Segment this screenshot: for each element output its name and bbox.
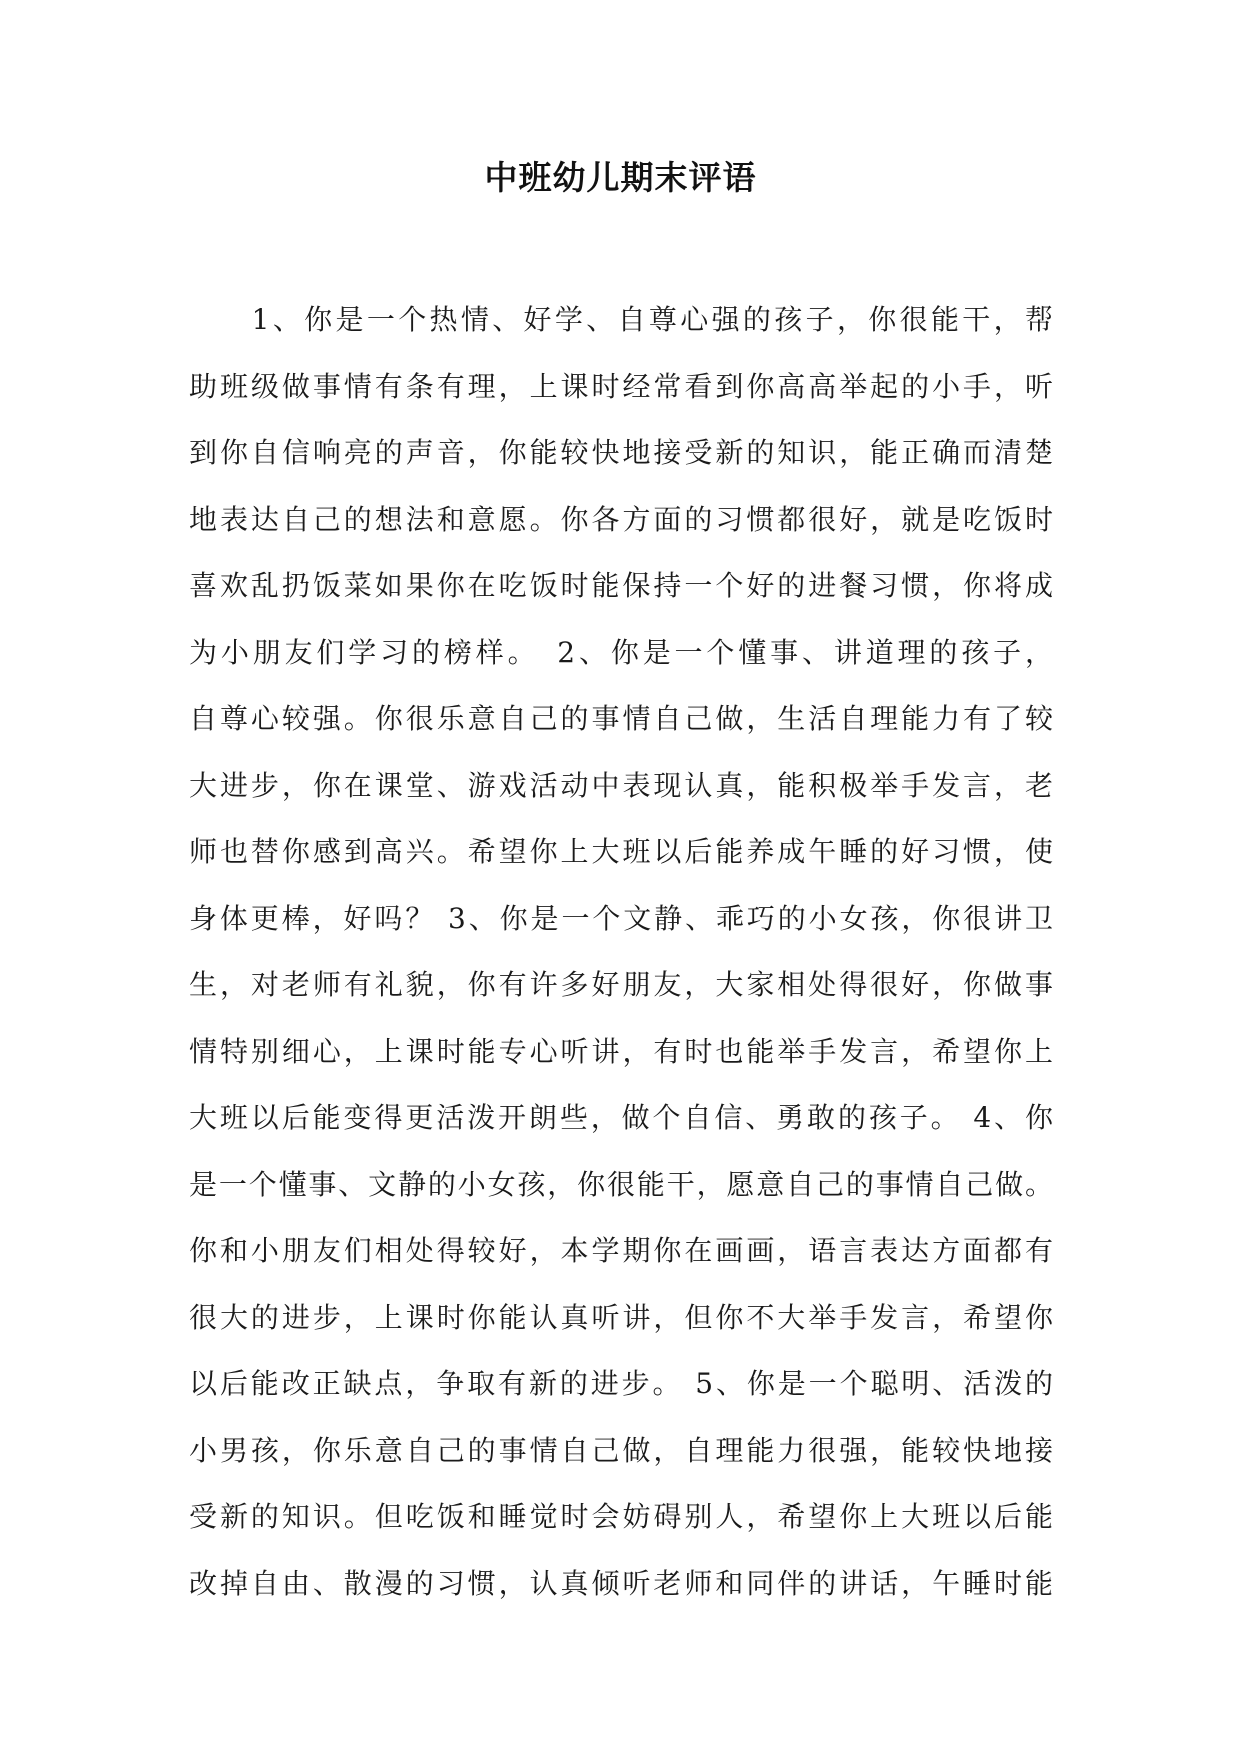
document-title: 中班幼儿期末评语 xyxy=(484,158,757,197)
body-line: 师也替你感到高兴。希望你上大班以后能养成午睡的好习惯，使 xyxy=(189,835,1053,868)
body-line: 为小朋友们学习的榜样。 2、你是一个懂事、讲道理的孩子， xyxy=(189,635,1053,669)
body-line: 身体更棒，好吗？ 3、你是一个文静、乖巧的小女孩，你很讲卫 xyxy=(189,901,1053,935)
body-line: 以后能改正缺点，争取有新的进步。 5、你是一个聪明、活泼的 xyxy=(189,1367,1053,1400)
body-line: 受新的知识。但吃饭和睡觉时会妨碍别人，希望你上大班以后能 xyxy=(189,1500,1053,1533)
body-line: 助班级做事情有条有理，上课时经常看到你高高举起的小手，听 xyxy=(189,369,1053,403)
body-line: 改掉自由、散漫的习惯，认真倾听老师和同伴的讲话，午睡时能 xyxy=(189,1566,1053,1600)
document-body xyxy=(189,287,1053,1617)
body-line: 自尊心较强。你很乐意自己的事情自己做，生活自理能力有了较 xyxy=(189,702,1053,735)
body-line: 地表达自己的想法和意愿。你各方面的习惯都很好，就是吃饭时 xyxy=(189,502,1053,536)
body-line: 小男孩，你乐意自己的事情自己做，自理能力很强，能较快地接 xyxy=(189,1433,1053,1467)
body-line: 大进步，你在课堂、游戏活动中表现认真，能积极举手发言，老 xyxy=(189,768,1053,802)
body-line: 到你自信响亮的声音，你能较快地接受新的知识，能正确而清楚 xyxy=(189,436,1053,469)
body-line: 很大的进步，上课时你能认真听讲，但你不大举手发言，希望你 xyxy=(189,1300,1053,1334)
body-line: 是一个懂事、文静的小女孩，你很能干，愿意自己的事情自己做。 xyxy=(189,1167,1053,1201)
body-line: 大班以后能变得更活泼开朗些，做个自信、勇敢的孩子。 4、你 xyxy=(189,1101,1053,1134)
body-line: 喜欢乱扔饭菜如果你在吃饭时能保持一个好的进餐习惯，你将成 xyxy=(189,569,1053,602)
body-line: 1、你是一个热情、好学、自尊心强的孩子，你很能干，帮 xyxy=(189,303,1053,336)
body-line: 你和小朋友们相处得较好，本学期你在画画，语言表达方面都有 xyxy=(189,1234,1053,1267)
body-line: 情特别细心，上课时能专心听讲，有时也能举手发言，希望你上 xyxy=(189,1034,1053,1068)
body-line: 生，对老师有礼貌，你有许多好朋友，大家相处得很好，你做事 xyxy=(189,968,1053,1001)
